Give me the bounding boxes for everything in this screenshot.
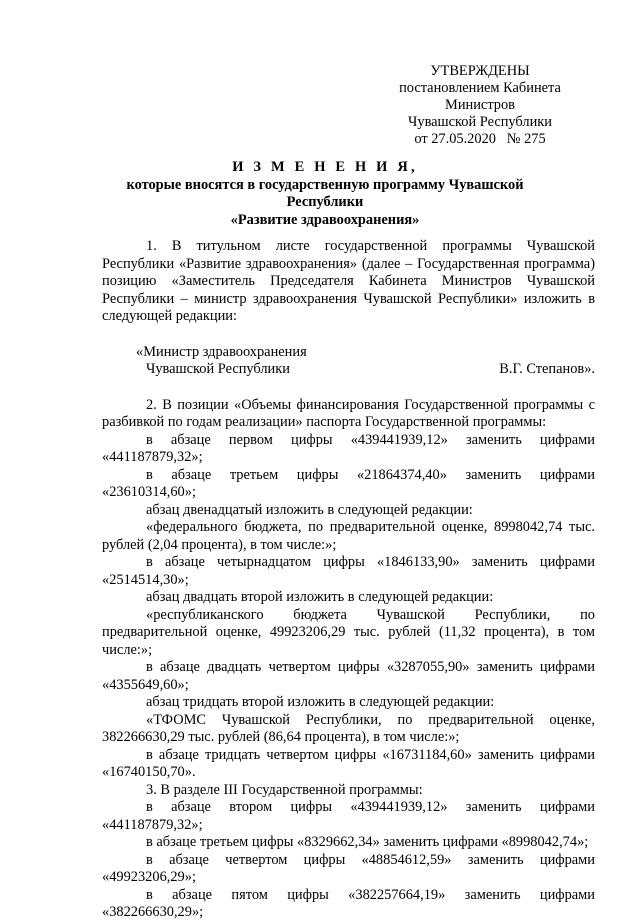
approval-stamp <box>365 63 595 148</box>
paragraph-2k: в абзаце тридцать четвертом цифры «16731184,60» заменить цифрами «16740150,70». <box>102 746 595 780</box>
paragraph-3: 3. В разделе III Государственной программы: <box>146 781 423 798</box>
paragraph-2: 2. В позиции «Объемы финансирования Государственной программы с разбивкой по годам реализации» паспорта Государственной программы: <box>102 396 595 430</box>
signature-position-line2: Чувашской Республики <box>146 361 290 377</box>
title-program-name: «Развитие здравоохранения» <box>230 211 420 228</box>
paragraph-2g: «республиканского бюджета Чувашской Республики, по предварительной оценке, 49923206,29 тыс. рублей (11,32 процента), в том числе:»; <box>102 606 595 658</box>
paragraph-3c: в абзаце четвертом цифры «48854612,59» заменить цифрами «49923206,29»; <box>102 851 595 885</box>
paragraph-2b: в абзаце третьем цифры «21864374,40» заменить цифрами «23610314,60»; <box>102 466 595 500</box>
approval-authority: постановлением Кабинета Министров <box>399 80 561 113</box>
signature-position-line1: «Министр здравоохранения <box>136 343 307 360</box>
title-heading: И З М Е Н Е Н И Я, <box>232 159 418 175</box>
paragraph-3d: в абзаце пятом цифры «382257664,19» заменить цифрами «382266630,29»; <box>102 886 595 920</box>
approval-date-number: от 27.05.2020 № 275 <box>414 131 546 147</box>
paragraph-2i: абзац тридцать второй изложить в следующей редакции: <box>146 694 495 710</box>
paragraph-2j: «ТФОМС Чувашской Республики, по предварительной оценке, 382266630,29 тыс. рублей (86,64 процента), в том числе:»; <box>102 711 595 745</box>
title-subtitle: которые вносятся в государственную программу Чувашской Республики <box>126 176 524 210</box>
paragraph-3b: в абзаце третьем цифры «8329662,34» заменить цифрами «8998042,74»; <box>146 834 589 850</box>
signature-block <box>102 344 595 379</box>
document-title <box>90 159 560 229</box>
approval-region: Чувашской Республики <box>408 114 552 130</box>
approval-label: УТВЕРЖДЕНЫ <box>430 63 530 79</box>
paragraph-2e: в абзаце четырнадцатом цифры «1846133,90» заменить цифрами «2514514,30»; <box>102 554 595 588</box>
paragraph-2f: абзац двадцать второй изложить в следующей редакции: <box>146 589 494 605</box>
paragraph-3a: в абзаце втором цифры «439441939,12» заменить цифрами «441187879,32»; <box>102 799 595 833</box>
paragraph-1: 1. В титульном листе государственной программы Чувашской Республики «Развитие здравоохранения» (далее – Государственная программа) позицию «Заместитель Председателя Кабинета Министров Чувашской Республики – министр здравоохранения Чувашской Республики» изложить в следующей редакции: <box>102 238 595 324</box>
paragraph-2d: «федерального бюджета, по предварительной оценке, 8998042,74 тыс. рублей (2,04 процента), в том числе:»; <box>102 519 595 553</box>
paragraph-2h: в абзаце двадцать четвертом цифры «3287055,90» заменить цифрами «4355649,60»; <box>102 659 595 693</box>
paragraph-2c: абзац двенадцатый изложить в следующей редакции: <box>146 501 473 518</box>
paragraph-2a: в абзаце первом цифры «439441939,12» заменить цифрами «441187879,32»; <box>102 431 595 465</box>
signature-name: В.Г. Степанов». <box>499 361 595 377</box>
document-body <box>102 238 595 922</box>
